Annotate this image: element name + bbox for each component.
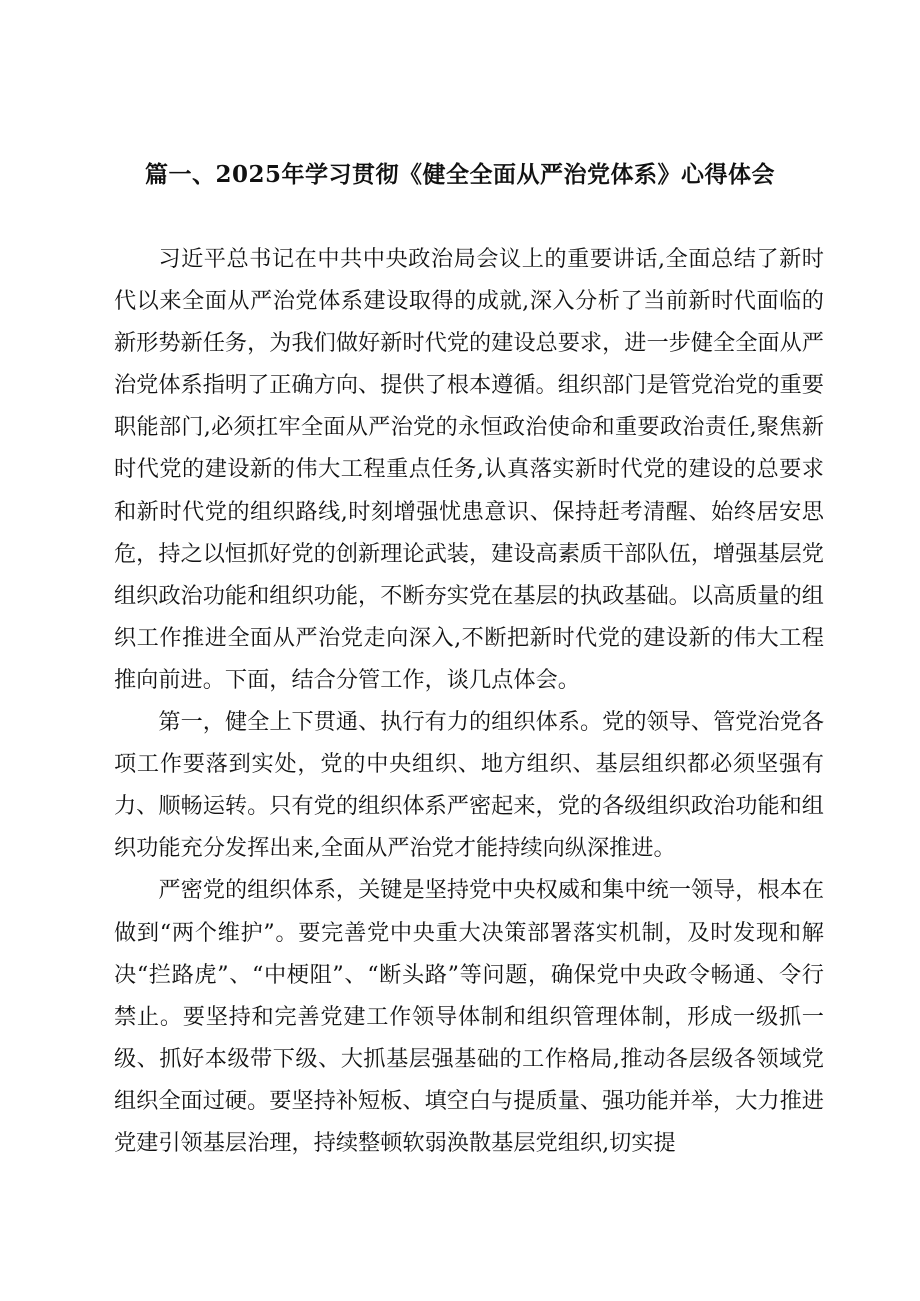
document-body	[114, 238, 824, 1164]
paragraph-organization-system: 严密党的组织体系，关键是坚持党中央权威和集中统一领导，根本在做到“两个维护”。要完善党中央重大决策部署落实机制，及时发现和解决“拦路虎”、“中梗阻”、“断头路”等问题，确保党中央政令畅通、令行禁止。要坚持和完善党建工作领导体制和组织管理体制，形成一级抓一级、抓好本级带下级、大抓基层强基础的工作格局,推动各层级各领域党组织全面过硬。要坚持补短板、填空白与提质量、强功能并举，大力推进党建引领基层治理，持续整顿软弱涣散基层党组织,切实提	[114, 877, 825, 1156]
paragraph-first-point: 第一，健全上下贯通、执行有力的组织体系。党的领导、管党治党各项工作要落到实处，党的中央组织、地方组织、基层组织都必须坚强有力、顺畅运转。只有党的组织体系严密起来，党的各级组织政治功能和组织功能充分发挥出来,全面从严治党才能持续向纵深推进。	[114, 709, 825, 862]
document-title: 篇一、2025年学习贯彻《健全全面从严治党体系》心得体会	[144, 161, 775, 188]
paragraph-intro: 习近平总书记在中共中央政治局会议上的重要讲话,全面总结了新时代以来全面从严治党体系建设取得的成就,深入分析了当前新时代面临的新形势新任务，为我们做好新时代党的建设总要求，进一步健全全面从严治党体系指明了正确方向、提供了根本遵循。组织部门是管党治党的重要职能部门,必须扛牢全面从严治党的永恒政治使命和重要政治责任,聚焦新时代党的建设新的伟大工程重点任务,认真落实新时代党的建设的总要求和新时代党的组织路线,时刻增强忧患意识、保持赶考清醒、始终居安思危，持之以恒抓好党的创新理论武装，建设高素质干部队伍，增强基层党组织政治功能和组织功能，不断夯实党在基层的执政基础。以高质量的组织工作推进全面从严治党走向深入,不断把新时代党的建设新的伟大工程推向前进。下面，结合分管工作，谈几点体会。	[114, 246, 824, 693]
